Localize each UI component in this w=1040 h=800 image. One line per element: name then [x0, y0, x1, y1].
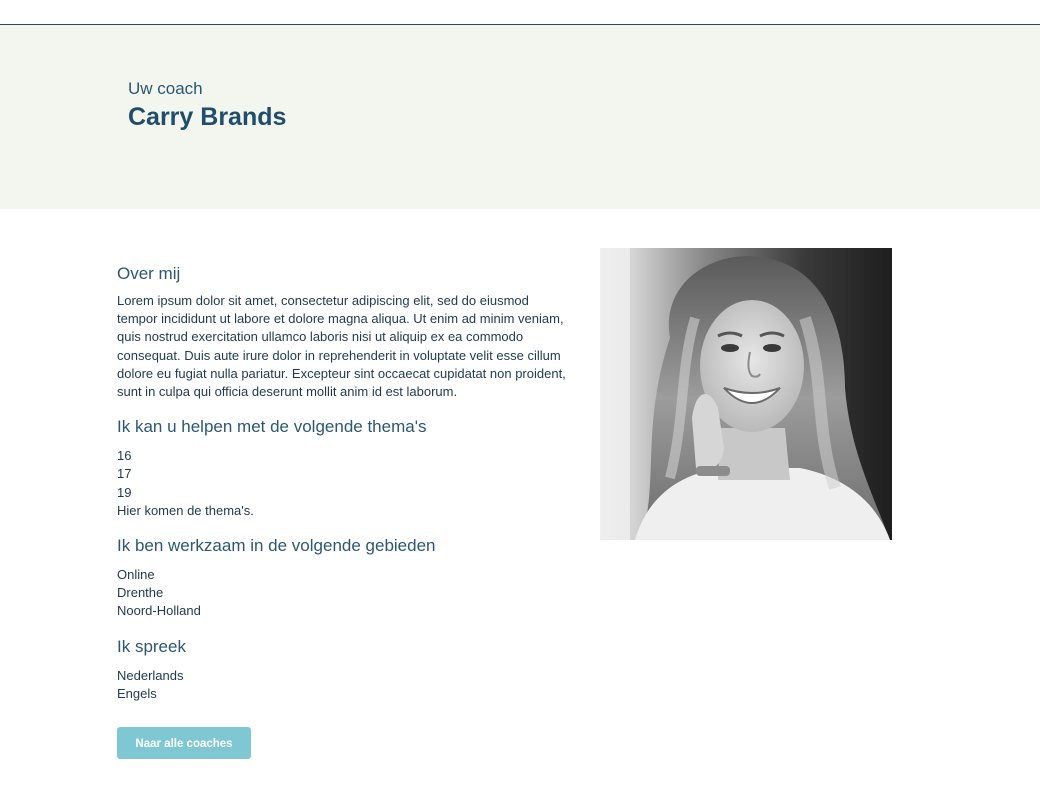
regions-heading: Ik ben werkzaam in de volgende gebieden — [117, 536, 436, 556]
themes-list — [117, 447, 567, 520]
regions-section — [117, 534, 567, 621]
list-item: Hier komen de thema's. — [117, 502, 254, 518]
coach-name-title: Carry Brands — [128, 103, 287, 131]
coach-portrait-photo — [600, 248, 892, 540]
languages-heading: Ik spreek — [117, 636, 186, 656]
list-item: Nederlands — [117, 667, 184, 683]
about-heading: Over mij — [117, 264, 181, 283]
list-item: 17 — [117, 466, 132, 482]
portrait-image — [600, 248, 892, 540]
hero-subtitle: Uw coach — [128, 79, 203, 98]
all-coaches-button[interactable]: Naar alle coaches — [117, 727, 251, 759]
about-section — [117, 262, 567, 401]
about-text: Lorem ipsum dolor sit amet, consectetur adipiscing elit, sed do eiusmod tempor incididunt ut labore et dolore magna aliqua. Ut enim ad minim veniam, quis nostrud exercitation ullamco laboris nisi ut aliquip ex ea commodo consequat. Duis aute irure dolor in reprehenderit in voluptate velit esse cillum dolore eu fugiat nulla pariatur. Excepteur sint occaecat cupidatat non proident, sunt in culpa qui officia deserunt mollit anim id est laborum. — [117, 293, 566, 400]
themes-heading: Ik kan u helpen met de volgende thema's — [117, 417, 427, 437]
languages-section — [117, 635, 567, 703]
regions-list — [117, 566, 567, 621]
list-item: Online — [117, 567, 155, 583]
list-item: 16 — [117, 448, 132, 464]
list-item: Drenthe — [117, 585, 164, 601]
top-bar — [0, 0, 1040, 25]
themes-section — [117, 415, 567, 520]
list-item: 19 — [117, 484, 132, 500]
list-item: Engels — [117, 685, 157, 701]
hero-banner — [0, 25, 1040, 209]
languages-list — [117, 667, 567, 703]
list-item: Noord-Holland — [117, 603, 201, 619]
coach-profile-content — [117, 262, 567, 759]
